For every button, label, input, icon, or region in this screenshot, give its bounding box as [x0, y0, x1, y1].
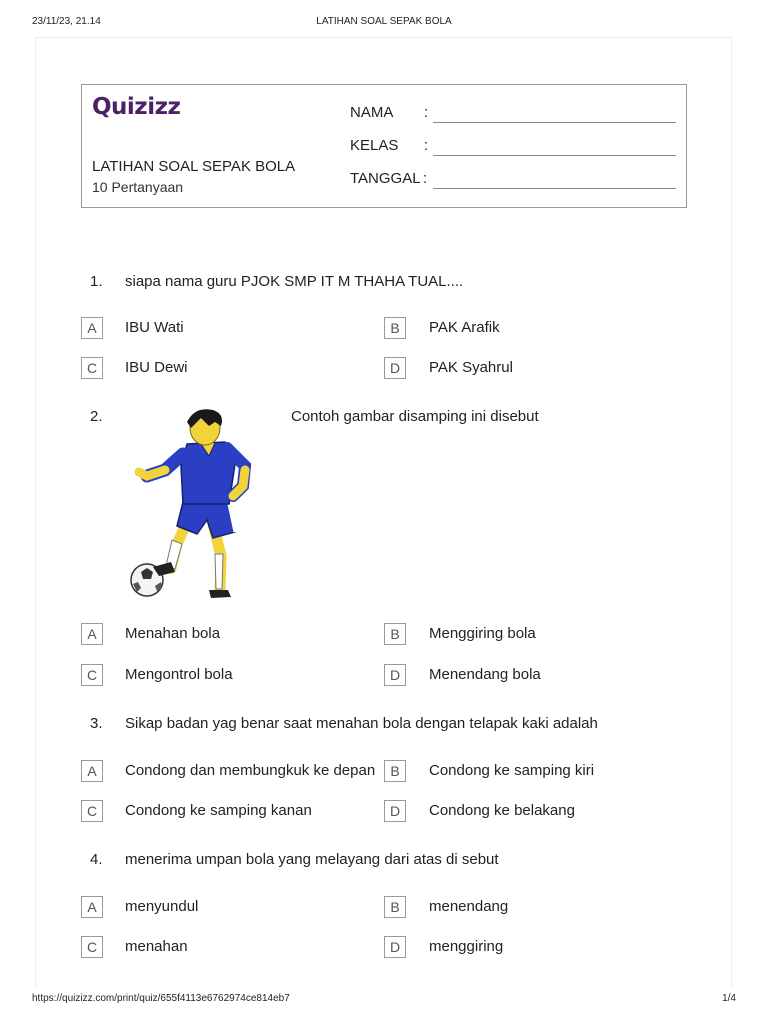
- option-b-box[interactable]: B: [384, 760, 406, 782]
- field-label: NAMA: [350, 104, 394, 121]
- field-colon: :: [423, 170, 428, 187]
- option-a-box[interactable]: A: [81, 896, 103, 918]
- option-c-box[interactable]: C: [81, 664, 103, 686]
- question-number: 1.: [90, 273, 103, 290]
- print-footer: [32, 993, 736, 1007]
- question-text: menerima umpan bola yang melayang dari atas di sebut: [125, 851, 499, 868]
- field-colon: :: [424, 137, 429, 154]
- option-c-box[interactable]: C: [81, 357, 103, 379]
- quiz-info-box: [81, 84, 687, 208]
- option-c-text[interactable]: menahan: [125, 938, 188, 955]
- question-number: 2.: [90, 408, 103, 425]
- option-b-text[interactable]: Menggiring bola: [429, 625, 536, 642]
- field-input-line[interactable]: [433, 122, 676, 123]
- option-d-box[interactable]: D: [384, 357, 406, 379]
- option-a-box[interactable]: A: [81, 760, 103, 782]
- option-c-text[interactable]: IBU Dewi: [125, 359, 188, 376]
- option-d-text[interactable]: Menendang bola: [429, 666, 541, 683]
- option-a-text[interactable]: Condong dan membungkuk ke depan: [125, 762, 376, 779]
- option-a-text[interactable]: IBU Wati: [125, 319, 184, 336]
- question-number: 3.: [90, 715, 103, 732]
- option-d-box[interactable]: D: [384, 936, 406, 958]
- field-label: TANGGAL: [350, 170, 421, 187]
- field-input-line[interactable]: [433, 155, 676, 156]
- option-d-box[interactable]: D: [384, 800, 406, 822]
- option-a-box[interactable]: A: [81, 623, 103, 645]
- option-b-text[interactable]: PAK Arafik: [429, 319, 500, 336]
- question-text: siapa nama guru PJOK SMP IT M THAHA TUAL....: [125, 273, 464, 290]
- print-header: [32, 16, 736, 30]
- option-b-text[interactable]: menendang: [429, 898, 509, 915]
- option-d-text[interactable]: Condong ke belakang: [429, 802, 575, 819]
- option-d-text[interactable]: PAK Syahrul: [429, 359, 513, 376]
- question-number: 4.: [90, 851, 103, 868]
- option-b-box[interactable]: B: [384, 623, 406, 645]
- field-input-line[interactable]: [433, 188, 676, 189]
- option-b-box[interactable]: B: [384, 896, 406, 918]
- field-label: KELAS: [350, 137, 399, 154]
- field-nama: [350, 104, 678, 124]
- field-kelas: [350, 137, 678, 157]
- option-b-box[interactable]: B: [384, 317, 406, 339]
- question-text: Contoh gambar disamping ini disebut: [291, 408, 539, 425]
- print-title: LATIHAN SOAL SEPAK BOLA: [316, 16, 452, 27]
- quiz-title: LATIHAN SOAL SEPAK BOLA: [92, 158, 296, 175]
- field-tanggal: [350, 170, 678, 190]
- option-c-box[interactable]: C: [81, 800, 103, 822]
- option-b-text[interactable]: Condong ke samping kiri: [429, 762, 595, 779]
- logo-text: Quizizz: [92, 94, 181, 120]
- question-text: Sikap badan yag benar saat menahan bola dengan telapak kaki adalah: [125, 715, 598, 732]
- option-c-text[interactable]: Mengontrol bola: [125, 666, 233, 683]
- option-a-text[interactable]: menyundul: [125, 898, 199, 915]
- page-number: 1/4: [722, 993, 736, 1004]
- option-a-box[interactable]: A: [81, 317, 103, 339]
- print-date: 23/11/23, 21.14: [32, 16, 101, 27]
- option-a-text[interactable]: Menahan bola: [125, 625, 221, 642]
- option-d-box[interactable]: D: [384, 664, 406, 686]
- soccer-player-image: [125, 404, 278, 601]
- print-url[interactable]: https://quizizz.com/print/quiz/655f4113e6762974ce814eb7: [32, 993, 290, 1004]
- quizizz-logo: [92, 91, 180, 123]
- option-d-text[interactable]: menggiring: [429, 938, 504, 955]
- field-colon: :: [424, 104, 429, 121]
- question-count: 10 Pertanyaan: [92, 179, 184, 195]
- option-c-text[interactable]: Condong ke samping kanan: [125, 802, 312, 819]
- option-c-box[interactable]: C: [81, 936, 103, 958]
